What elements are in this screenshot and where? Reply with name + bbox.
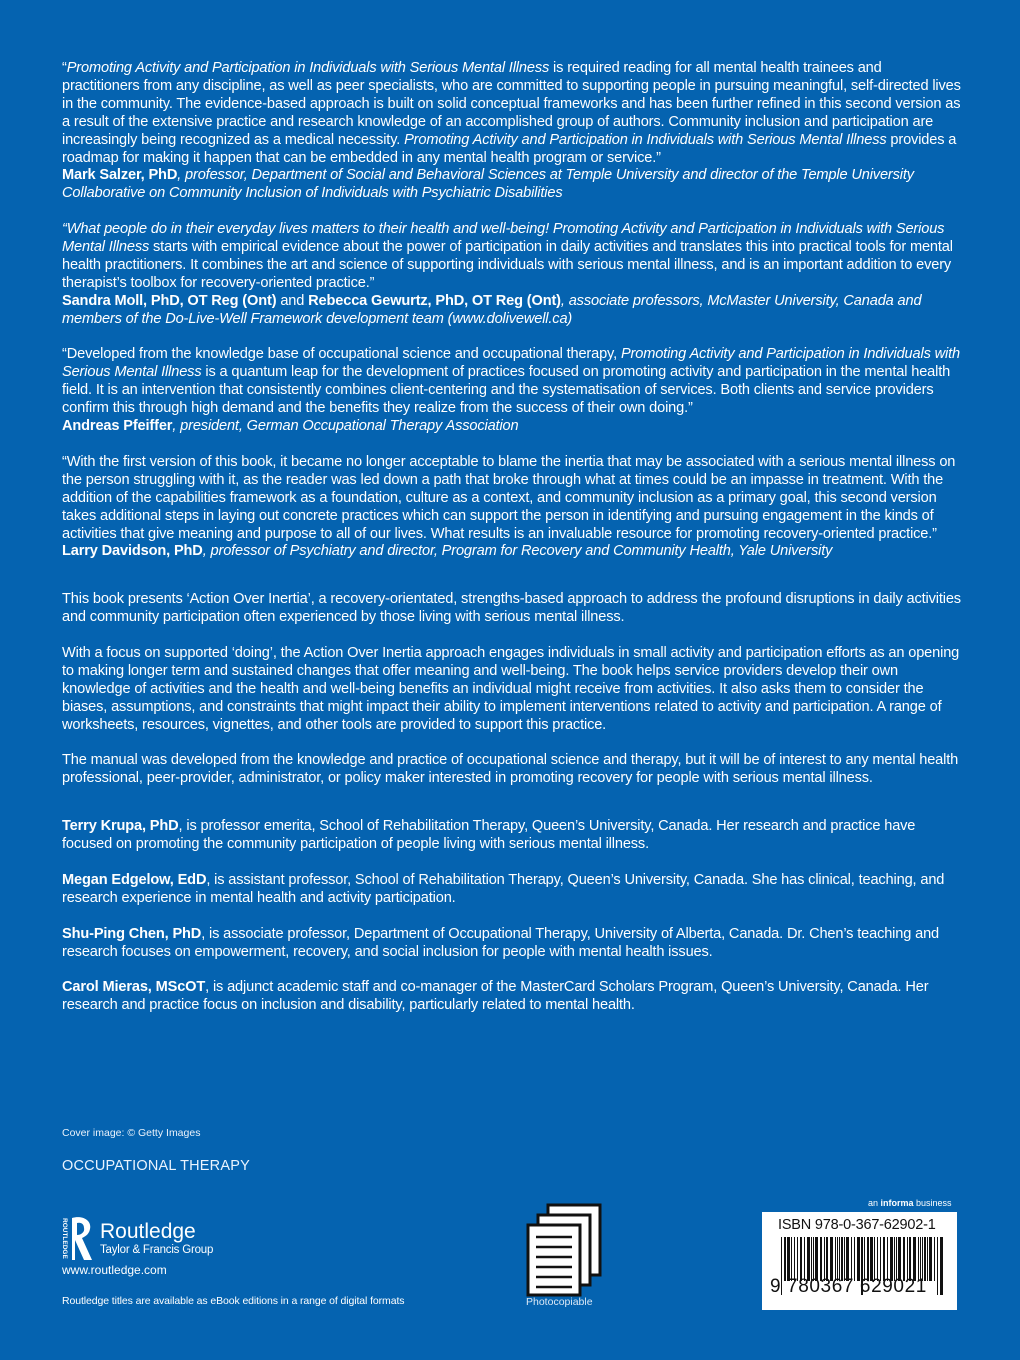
endorsement	[62, 346, 962, 436]
text-run: Sandra Moll, PhD, OT Reg (Ont)	[62, 292, 277, 309]
barcode-bar	[851, 1237, 852, 1281]
barcode-bar	[794, 1237, 795, 1281]
barcode-bar	[841, 1237, 843, 1281]
barcode-bar	[787, 1237, 790, 1281]
endorsement	[62, 221, 962, 328]
barcode-bar	[824, 1237, 825, 1281]
barcode-bar	[903, 1237, 905, 1281]
barcode-bar	[920, 1237, 921, 1281]
endorsement	[62, 60, 962, 203]
text-run: is a quantum leap for the development of practices focused on promoting activity and participation in the mental health field. It is an intervention that consistently combines client-centering and the systematisation of services. Both clients and service providers confirm this through high demand and the benefits they realize from the success of their own doing.”	[62, 364, 951, 417]
text-run: , associate professors, McMaster University, Canada and members of the Do-Live-Well Framework development team (www.dolivewell.ca)	[62, 292, 922, 327]
barcode-bar	[887, 1237, 888, 1281]
text-run: provides a roadmap for making it happen that can be embedded in any mental health program or service.”	[62, 131, 957, 166]
barcode-bar	[839, 1237, 840, 1281]
author-bio	[62, 818, 962, 854]
text-run: Rebecca Gewurtz, PhD, OT Reg (Ont)	[308, 292, 561, 309]
barcode-digits: 9 780367 629021	[770, 1276, 927, 1297]
barcode-bar	[883, 1237, 885, 1281]
barcode-bar	[907, 1237, 908, 1281]
endorsement-attribution	[62, 167, 962, 203]
book-description	[62, 591, 962, 788]
text-run: Promoting Activity and Participation in Individuals with Serious Mental Illness	[62, 346, 960, 381]
author-name: Terry Krupa, PhD	[62, 818, 179, 835]
endorsement-quote	[62, 221, 962, 293]
text-run: “	[62, 60, 67, 76]
endorsement-attribution	[62, 418, 962, 436]
barcode-bar	[867, 1237, 869, 1281]
routledge-r-icon	[60, 1216, 94, 1262]
barcode-bar	[826, 1237, 828, 1281]
text-run: , professor, Department of Social and Behavioral Sciences at Temple University and director of the Temple University Collaborative on Community Inclusion of Individuals with Psychiatric Disabilities	[62, 167, 914, 202]
author-bio	[62, 872, 962, 908]
barcode-bar	[913, 1237, 916, 1281]
informa-tagline: an informa business	[868, 1198, 952, 1208]
barcode-bar	[820, 1237, 822, 1281]
barcode-bar	[813, 1237, 814, 1281]
barcode-bar	[800, 1237, 802, 1281]
author-bios	[62, 818, 962, 1015]
barcode-bar	[898, 1237, 901, 1281]
barcode-bar	[815, 1237, 818, 1281]
spine-text: ROUTLEDGE	[61, 1218, 68, 1259]
barcode-bar	[927, 1237, 928, 1281]
author-bio-text: , is adjunct academic staff and co-manager of the MasterCard Scholars Program, Queen’s University, Canada. Her research and practice focus on inclusion and disability, particularly related to mental health.	[62, 979, 929, 1014]
text-run: Andreas Pfeiffer	[62, 418, 173, 435]
barcode-bar	[797, 1237, 798, 1281]
barcode-bar	[934, 1237, 935, 1281]
description-paragraph: This book presents ‘Action Over Inertia’, a recovery-orientated, strengths-based approach to address the profound disruptions in daily activities and community participation often experienced by those living with serious mental illness.	[62, 591, 961, 626]
barcode-bar	[807, 1237, 810, 1281]
author-bio-text: , is associate professor, Department of Occupational Therapy, University of Alberta, Canada. Dr. Chen’s teaching and research focuses on empowerment, recovery, and social inclusion for people with mental health issues.	[62, 925, 940, 960]
barcode-bar	[837, 1237, 838, 1281]
barcode-bar	[784, 1237, 786, 1281]
barcode-bar	[844, 1237, 845, 1281]
author-bio-text: , is assistant professor, School of Rehabilitation Therapy, Queen’s University, Canada. She has clinical, teaching, and research experience in mental health and activity participation.	[62, 871, 945, 906]
barcode-bar	[929, 1237, 932, 1281]
author-name: Carol Mieras, MScOT	[62, 979, 206, 996]
barcode-bar	[894, 1237, 895, 1281]
text-run: , professor of Psychiatry and director, Program for Recovery and Community Health, Yale University	[202, 543, 833, 560]
text-run: “Developed from the knowledge base of occupational science and occupational therapy,	[62, 346, 621, 363]
publisher-url[interactable]: www.routledge.com	[62, 1263, 167, 1277]
text-run: starts with empirical evidence about the power of participation in daily activities and translates this into practical tools for mental health practitioners. It combines the art and science of supporting individuals with serious mental illness, and is an important addition to every therapist’s toolbox for recovery-oriented practice.”	[62, 239, 953, 291]
cover-credit: Cover image: © Getty Images	[62, 1127, 201, 1139]
barcode-bar	[830, 1237, 833, 1281]
author-name: Shu-Ping Chen, PhD	[62, 925, 202, 942]
author-bio	[62, 926, 962, 962]
text-run: Promoting Activity and Participation in Individuals with Serious Mental Illness	[66, 60, 550, 76]
barcode-bar	[874, 1237, 875, 1281]
endorsement	[62, 454, 962, 561]
text-run: is required reading for all mental health trainees and practitioners from any discipline, as well as peer specialists, who are committed to supporting people in pursuing meaningful, self-directed lives in the community. The evidence-based approach is built on solid conceptual frameworks and has been further refined in this second version as a result of the extensive practice and research knowledge of an accomplished group of authors. Community inclusion and participation are increasingly being recognized as a medical necessity.	[62, 60, 961, 148]
barcode-bar	[922, 1237, 923, 1281]
text-run: and	[276, 292, 309, 309]
barcode-bar	[835, 1237, 836, 1281]
barcode-bar	[880, 1237, 881, 1281]
publisher-logo	[60, 1216, 213, 1262]
description-paragraph: The manual was developed from the knowledge and practice of occupational science and therapy, but it will be of interest to any mental health professional, peer-provider, administrator, or policy maker interested in promoting recovery for people with serious mental illness.	[62, 752, 959, 787]
barcode-bar	[877, 1237, 878, 1281]
text-run: “What people do in their everyday lives matters to their health and well-being! Promoting Activity and Participation in Individuals with Serious Mental Illness	[62, 221, 945, 256]
endorsement-quote	[62, 60, 962, 167]
text-run: Mark Salzer, PhD	[62, 167, 178, 184]
back-cover-text	[62, 60, 962, 1033]
endorsement-quote	[62, 454, 962, 544]
barcode-bar	[940, 1237, 943, 1295]
author-bio	[62, 979, 962, 1015]
photocopiable-label: Photocopiable	[526, 1296, 593, 1308]
endorsement-attribution	[62, 543, 962, 561]
barcode-bar	[924, 1237, 926, 1281]
barcode-bar	[854, 1237, 855, 1281]
barcode-bar	[846, 1237, 849, 1281]
publisher-name: Routledge	[100, 1220, 196, 1243]
barcode-bar	[870, 1237, 873, 1281]
isbn-barcode	[762, 1212, 957, 1310]
author-name: Megan Edgelow, EdD	[62, 871, 207, 888]
barcode-bar	[804, 1237, 805, 1281]
text-run: “With the first version of this book, it became no longer acceptable to blame the inertia that may be associated with a serious mental illness on the person struggling with it, as the reader was led down a path that broke through what at times could be an impasse in treatment. With the addition of the capabilities framework as a foundation, culture as a context, and community inclusion as a primary goal, this second version takes additional steps in laying out concrete practices which can support the person in identifying and pursuing engagement in the kinds of activities that give meaning and purpose to all of our lives. What results is an invaluable resource for promoting recovery-oriented practice.”	[62, 453, 956, 542]
text-run: , president, German Occupational Therapy Association	[172, 418, 519, 435]
barcode-bar	[937, 1237, 938, 1295]
barcode-bar	[857, 1237, 860, 1281]
barcode-bar	[909, 1237, 911, 1281]
author-bio-text: , is professor emerita, School of Rehabilitation Therapy, Queen’s University, Canada. Her research and practice have focused on promoting the community participation of people living with serious mental illness.	[62, 818, 916, 853]
barcode-bar	[890, 1237, 893, 1281]
endorsements	[62, 60, 962, 561]
isbn-number: ISBN 978-0-367-62902-1	[778, 1217, 936, 1233]
text-run: Promoting Activity and Participation in Individuals with Serious Mental Illness	[404, 131, 887, 148]
ebook-note: Routledge titles are available as eBook editions in a range of digital formats	[62, 1295, 405, 1307]
publisher-group: Taylor & Francis Group	[100, 1244, 214, 1256]
text-run: Larry Davidson, PhD	[62, 543, 203, 560]
barcode-bar	[896, 1237, 897, 1281]
barcode-bar	[811, 1237, 812, 1281]
endorsement-quote	[62, 346, 962, 418]
barcode-bar	[864, 1237, 865, 1281]
description-paragraph: With a focus on supported ‘doing’, the Action Over Inertia approach engages individuals in small activity and participation efforts as an opening to making longer term and sustained changes that offer meaning and well-being. The book helps service providers develop their own knowledge of activities and the health and well-being benefits an individual might receive from activities. It also asks them to consider the biases, assumptions, and constraints that might impact their ability to implement interventions related to activity and participation. A range of worksheets, resources, vignettes, and other tools are provided to support this practice.	[62, 645, 960, 733]
barcode-bar	[918, 1237, 919, 1281]
barcode-bar	[791, 1237, 792, 1281]
subject-category: OCCUPATIONAL THERAPY	[62, 1158, 250, 1174]
endorsement-attribution	[62, 293, 962, 329]
